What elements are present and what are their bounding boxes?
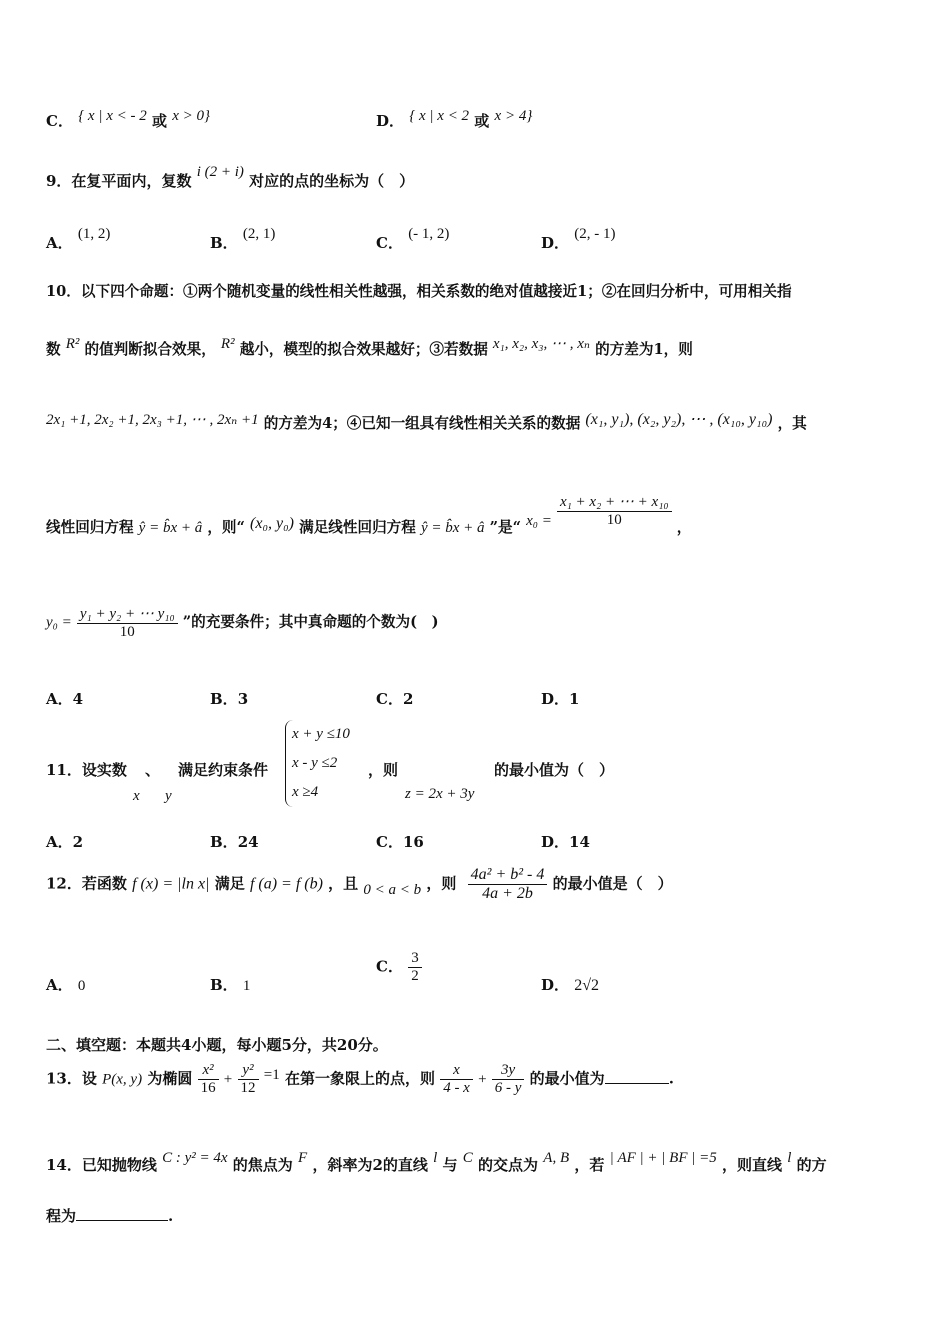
target-fraction-1 bbox=[440, 1062, 473, 1097]
question-text: 的方 bbox=[796, 1156, 827, 1174]
option-value: 4 bbox=[72, 690, 84, 708]
q10-line-2 bbox=[46, 338, 693, 359]
question-text: 9．在复平面内，复数 bbox=[46, 172, 192, 190]
math-expression: 2x₁ +1, 2x₂ +1, 2x₃ +1, ⋯ , 2xₙ +1 bbox=[46, 412, 259, 428]
option-label: D． bbox=[541, 833, 570, 851]
question-13 bbox=[46, 1062, 674, 1097]
math-expression: x > 0} bbox=[172, 108, 211, 124]
question-text: ，斜率为2的直线 bbox=[312, 1156, 428, 1174]
q10-line-1: 10．以下四个命题：①两个随机变量的线性相关性越强，相关系数的绝对值越接近1；②在回归分析中，可用相关指 bbox=[46, 283, 792, 300]
option-value: 24 bbox=[237, 833, 259, 851]
question-text: 程为 bbox=[46, 1207, 77, 1225]
question-text: 的最小值为 bbox=[529, 1069, 605, 1088]
question-text: 12．若函数 bbox=[46, 874, 127, 893]
math-expression: C bbox=[462, 1150, 473, 1166]
answer-blank[interactable] bbox=[76, 1220, 168, 1221]
question-text: 为椭圆 bbox=[147, 1069, 193, 1088]
q9-option-a bbox=[46, 222, 111, 252]
option-label: A． bbox=[46, 833, 73, 851]
math-expression: C : y² = 4x bbox=[162, 1150, 228, 1166]
math-expression: ŷ = b̂x + â bbox=[420, 519, 485, 536]
text: 越小，模型的拟合效果越好；③若数据 bbox=[239, 341, 488, 358]
option-value: 2 bbox=[72, 833, 84, 851]
constraint-3: x ≥4 bbox=[292, 784, 319, 800]
option-value: 14 bbox=[569, 833, 590, 851]
option-label: B． bbox=[210, 976, 238, 994]
fraction-numerator: x bbox=[440, 1062, 473, 1080]
fraction-denominator: 12 bbox=[240, 1080, 256, 1096]
question-text: ，则直线 bbox=[721, 1156, 782, 1174]
q11-option-c bbox=[376, 831, 424, 852]
text: 满足线性回归方程 bbox=[299, 518, 416, 536]
q11-text-a: 11．设实数 bbox=[46, 761, 127, 779]
math-expression: l bbox=[787, 1150, 792, 1166]
ellipse-fraction-y bbox=[238, 1062, 259, 1097]
option-value: (2, - 1) bbox=[574, 226, 616, 242]
q11-var-x: x bbox=[133, 788, 140, 804]
question-14 bbox=[46, 1146, 827, 1174]
constraint-1: x + y ≤10 bbox=[292, 726, 350, 742]
constraint-system bbox=[285, 720, 350, 807]
question-text: . bbox=[668, 1069, 674, 1088]
text: 线性回归方程 bbox=[46, 518, 134, 536]
fraction-numerator: y² bbox=[238, 1062, 259, 1080]
option-label: B． bbox=[210, 690, 238, 708]
option-value: 1 bbox=[569, 690, 580, 708]
option-label: D． bbox=[541, 234, 570, 252]
answer-blank[interactable] bbox=[605, 1083, 669, 1084]
question-text: 的焦点为 bbox=[232, 1156, 293, 1174]
constraint-2: x - y ≤2 bbox=[292, 755, 338, 771]
fraction-numerator: y₁ + y₂ + ⋯ y₁₀ bbox=[77, 604, 178, 624]
question-text: ，且 bbox=[328, 874, 359, 893]
math-expression: R² bbox=[220, 336, 235, 352]
question-text: 13．设 bbox=[46, 1069, 97, 1088]
q9-option-b bbox=[210, 222, 276, 252]
fraction-denominator: 6 - y bbox=[494, 1080, 522, 1096]
q10-option-d bbox=[541, 688, 579, 709]
math-expression: (x₀, y₀) bbox=[250, 514, 294, 532]
math-expression: f (x) = |ln x| bbox=[132, 875, 210, 893]
option-label: C． bbox=[376, 690, 403, 708]
q10-line-3 bbox=[46, 412, 807, 433]
math-expression: l bbox=[433, 1150, 438, 1166]
math-expression: ŷ = b̂x + â bbox=[138, 519, 203, 536]
option-label: C． bbox=[376, 234, 403, 252]
math-expression: A, B bbox=[543, 1150, 570, 1166]
fraction-denominator: 10 bbox=[119, 624, 135, 640]
q9-option-c bbox=[376, 222, 450, 252]
option-label: D． bbox=[376, 112, 405, 130]
text: ”是“ bbox=[489, 518, 521, 536]
math-expression: x₀ = bbox=[526, 512, 552, 529]
option-label: A． bbox=[46, 976, 73, 994]
q11-var-y: y bbox=[165, 788, 172, 804]
q10-option-b bbox=[210, 688, 248, 709]
option-label: D． bbox=[541, 976, 570, 994]
question-text: 的最小值是（ ） bbox=[552, 874, 673, 893]
q11-text-b: 、 bbox=[145, 761, 161, 779]
question-text: 在第一象限上的点，则 bbox=[284, 1069, 435, 1088]
option-fraction bbox=[408, 950, 422, 985]
text: 数 bbox=[46, 341, 61, 358]
math-expression: y₀ = bbox=[46, 614, 72, 631]
math-expression: R² bbox=[65, 336, 80, 352]
q11-text-e: 的最小值为（ ） bbox=[494, 761, 615, 779]
question-14-line-2 bbox=[46, 1205, 173, 1226]
option-value: 2√2 bbox=[574, 977, 600, 994]
fraction-denominator: 4 - x bbox=[443, 1080, 470, 1096]
q12-option-c bbox=[376, 950, 422, 985]
option-label: B． bbox=[210, 833, 238, 851]
q11-option-a bbox=[46, 831, 83, 852]
question-text: 对应的点的坐标为（ ） bbox=[249, 172, 415, 190]
math-expression: i (2 + i) bbox=[196, 164, 244, 180]
question-text: 的交点为 bbox=[478, 1156, 539, 1174]
text: 的方差为4；④已知一组具有线性相关关系的数据 bbox=[263, 415, 581, 432]
question-text: 14．已知抛物线 bbox=[46, 1156, 157, 1174]
option-label: C． bbox=[376, 957, 403, 976]
target-fraction-2 bbox=[492, 1062, 525, 1097]
question-text: ，则 bbox=[426, 874, 457, 893]
math-expression: x > 4} bbox=[494, 108, 533, 124]
text: 的方差为1，则 bbox=[595, 341, 693, 358]
question-text: 满足 bbox=[214, 874, 245, 893]
option-value: 1 bbox=[242, 978, 251, 994]
q11-constraints bbox=[285, 720, 350, 807]
math-expression: | AF | + | BF | =5 bbox=[609, 1150, 717, 1166]
fraction-y0 bbox=[77, 604, 178, 641]
option-label: D． bbox=[541, 690, 570, 708]
fraction-numerator: x₁ + x₂ + ⋯ + x₁₀ bbox=[557, 492, 672, 512]
q11-text-d: ，则 bbox=[368, 761, 399, 779]
fraction-numerator: 3y bbox=[492, 1062, 525, 1080]
question-text: ，若 bbox=[574, 1156, 605, 1174]
fraction-numerator: x² bbox=[198, 1062, 219, 1080]
math-operator: + bbox=[223, 1071, 233, 1088]
option-value: 0 bbox=[77, 978, 86, 994]
q11-option-b bbox=[210, 831, 259, 852]
question-12 bbox=[46, 866, 673, 903]
fraction-denominator: 16 bbox=[200, 1080, 216, 1096]
option-value: 16 bbox=[402, 833, 424, 851]
q12-option-d bbox=[541, 974, 599, 995]
math-expression: f (a) = f (b) bbox=[249, 875, 323, 893]
q12-option-b bbox=[210, 974, 250, 995]
q12-fraction bbox=[468, 866, 548, 903]
fraction-x0 bbox=[557, 492, 672, 529]
option-value: (2, 1) bbox=[242, 226, 276, 242]
option-value: 3 bbox=[237, 690, 249, 708]
math-expression: { x | x < - 2 bbox=[78, 108, 147, 124]
option-label: A． bbox=[46, 234, 73, 252]
question-text: . bbox=[168, 1207, 174, 1225]
option-value: (- 1, 2) bbox=[408, 226, 450, 242]
text: 或 bbox=[474, 112, 490, 130]
fraction-denominator: 4a + 2b bbox=[482, 885, 533, 902]
q9-option-d bbox=[541, 222, 616, 252]
section-2-header: 二、填空题：本题共4小题，每小题5分，共20分。 bbox=[46, 1036, 388, 1054]
ellipse-fraction-x bbox=[198, 1062, 219, 1097]
math-expression: P(x, y) bbox=[102, 1071, 143, 1088]
q10-option-a bbox=[46, 688, 83, 709]
fraction-numerator: 4a² + b² - 4 bbox=[468, 866, 548, 885]
text: ， bbox=[676, 518, 692, 536]
math-expression: { x | x < 2 bbox=[409, 108, 470, 124]
text: ，则“ bbox=[207, 518, 245, 536]
q12-option-a bbox=[46, 974, 85, 995]
q10-option-c bbox=[376, 688, 413, 709]
option-label: C． bbox=[376, 833, 403, 851]
option-value: 2 bbox=[402, 690, 414, 708]
math-expression: (x₁, y₁), (x₂, y₂), ⋯ , (x₁₀, y₁₀) bbox=[585, 411, 773, 428]
fraction-denominator: 10 bbox=[606, 512, 622, 528]
text: ”的充要条件；其中真命题的个数为( ) bbox=[182, 613, 439, 631]
math-expression: x₁, x₂, x₃, ⋯ , xₙ bbox=[492, 336, 590, 352]
option-value: (1, 2) bbox=[77, 226, 111, 242]
math-expression: 0 < a < b bbox=[363, 881, 422, 898]
text: 或 bbox=[151, 112, 167, 130]
fraction-numerator: 3 bbox=[408, 950, 422, 968]
math-operator: + bbox=[478, 1071, 487, 1088]
q11-option-d bbox=[541, 831, 590, 852]
math-expression: F bbox=[298, 1150, 308, 1166]
text: 的值判断拟合效果， bbox=[84, 341, 216, 358]
math-expression: =1 bbox=[263, 1066, 280, 1083]
option-label: B． bbox=[210, 234, 238, 252]
q10-line-5 bbox=[46, 604, 438, 641]
fraction-denominator: 2 bbox=[411, 968, 419, 984]
q11-objective: z = 2x + 3y bbox=[405, 786, 475, 802]
text: ，其 bbox=[777, 415, 807, 432]
question-text: 与 bbox=[442, 1156, 458, 1174]
option-label: A． bbox=[46, 690, 73, 708]
q11-text-c: 满足约束条件 bbox=[178, 761, 269, 779]
question-9 bbox=[46, 164, 415, 191]
q10-line-4 bbox=[46, 492, 692, 536]
q8-option-d bbox=[376, 110, 532, 131]
option-label: C． bbox=[46, 112, 73, 130]
q8-option-c bbox=[46, 110, 210, 131]
